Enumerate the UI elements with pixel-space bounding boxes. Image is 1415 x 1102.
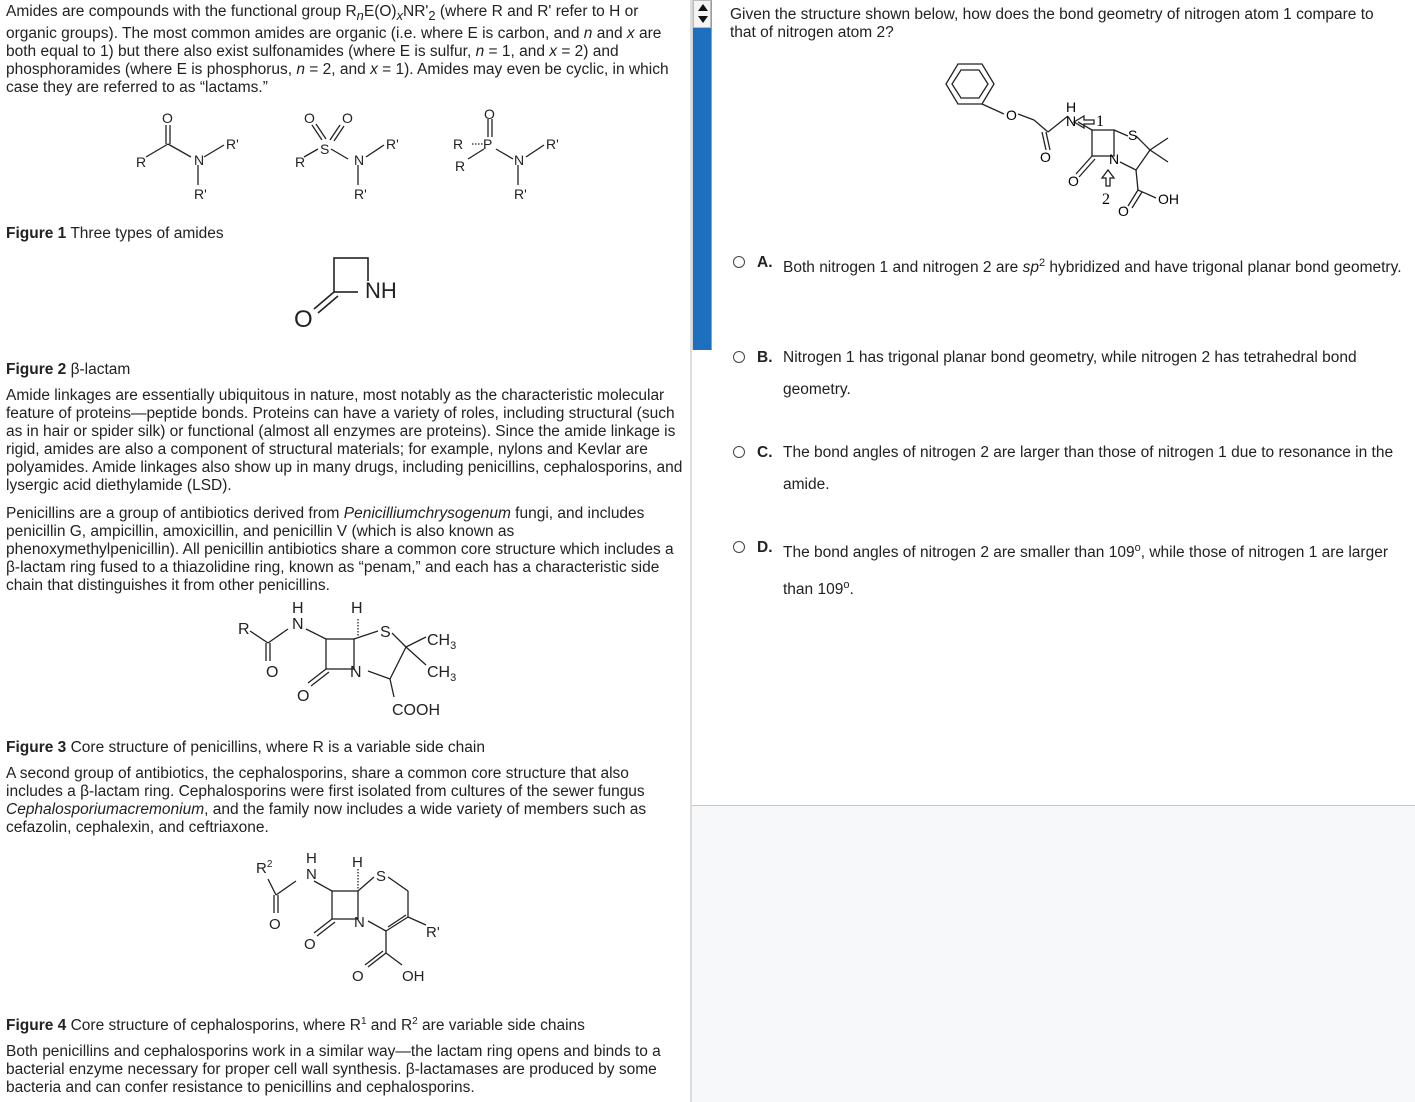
r-label: R	[295, 154, 306, 171]
beta-lactam-image	[6, 251, 686, 361]
hydroxyl-label: OH	[402, 968, 425, 986]
oxygen-label: O	[297, 688, 310, 706]
empty-panel-area	[692, 806, 1415, 1102]
scrollbar-thumb[interactable]	[693, 28, 711, 350]
nitrogen-label: N	[292, 616, 304, 634]
paragraph-mechanism: Both penicillins and cephalosporins work in a similar way—the lactam ring opens and binds to a bacterial enzyme necessary for proper cell wall synthesis. β-lactamases are produced by some bacteria and can confer resistance to penicillins and cephalosporins.	[6, 1043, 661, 1097]
penicillin-core-image	[6, 599, 686, 739]
question-text: Given the structure shown below, how does the bond geometry of nitrogen atom 1 compare to that of nitrogen atom 2?	[730, 6, 1374, 41]
figure-4-cephalosporin-core	[6, 845, 684, 1013]
scroll-arrows[interactable]	[693, 0, 711, 28]
radio-button[interactable]	[733, 446, 745, 458]
sulfur-label: S	[1128, 127, 1138, 143]
nitrogen-label: N	[306, 866, 317, 884]
nitrogen-label: N	[194, 152, 205, 169]
oxygen-label: O	[1068, 173, 1079, 189]
methyl-label: $CH_3$	[427, 632, 457, 653]
figure-3-penicillin-core	[6, 599, 684, 739]
sulfur-label: S	[320, 141, 330, 158]
oxygen-label: O	[304, 110, 315, 127]
nitrogen-label: N	[1066, 113, 1077, 129]
r-label: R	[453, 136, 464, 153]
r-label: R	[455, 158, 466, 175]
hydrogen-label: H	[351, 600, 363, 618]
r-label: R	[136, 154, 147, 171]
option-text: Both nitrogen 1 and nitrogen 2 are $sp^2$ hybridized and have trigonal planar bond geometry.	[783, 257, 1402, 277]
radio-button[interactable]	[733, 541, 745, 553]
nitrogen-label: N	[1109, 151, 1120, 167]
oxygen-label: O	[1040, 149, 1051, 165]
option-text: The bond angles of nitrogen 2 are smaller than 109$^o$, while those of nitrogen 1 are larger than 109$^o$.	[783, 542, 1388, 599]
figure-2-caption: Figure 2 β-lactam	[6, 361, 131, 379]
nitrogen-label: N	[514, 152, 525, 169]
option-text: The bond angles of nitrogen 2 are larger than those of nitrogen 1 due to resonance in the amide.	[783, 444, 1394, 493]
nitrogen-2-marker: 2	[1102, 191, 1110, 208]
cephalosporin-core-image	[6, 845, 686, 1013]
passage-scrollbar[interactable]	[692, 0, 712, 350]
figure-3-caption: Figure 3 Core structure of penicillins, where R is a variable side chain	[6, 739, 485, 757]
answer-options	[733, 250, 1413, 630]
paragraph-cephalosporins: A second group of antibiotics, the cephalosporins, share a common core structure that also includes a β-lactam ring. Cephalosporins were first isolated from cultures of the sewer fungus Cephalosporiumacremonium, and the family now includes a wide variety of members such as cefazolin, cephalexin, and ceftriaxone.	[6, 765, 647, 837]
nh-label: NH	[365, 278, 397, 304]
figure-2-beta-lactam	[6, 251, 684, 361]
nitrogen-label: N	[354, 152, 365, 169]
scroll-down-icon[interactable]	[698, 16, 708, 23]
oxygen-label: O	[266, 664, 279, 682]
cooh-label: COOH	[392, 702, 440, 720]
option-text: Nitrogen 1 has trigonal planar bond geometry, while nitrogen 2 has tetrahedral bond geometry.	[783, 349, 1357, 398]
radio-button[interactable]	[733, 351, 745, 363]
intro-paragraph: Amides are compounds with the functional group $R_nE(O)_xNR'_2$ (where R and R' refer to H or organic groups). The most common amides are organic (i.e. where E is carbon, and n and x are both equal to 1) but there also exist sulfonamides (where E is sulfur, n = 1, and x = 2) and phosphoramides (where E is phosphorus, n = 2, and x = 1). Amides may even be cyclic, in which case they are referred to as “lactams.”	[6, 3, 669, 97]
oxygen-label: O	[294, 306, 313, 334]
nitrogen-label: N	[350, 664, 362, 682]
hydrogen-label: H	[352, 854, 363, 872]
oxygen-label: O	[484, 107, 495, 123]
sulfur-label: S	[380, 624, 391, 642]
figure-1-amides	[6, 107, 684, 225]
phosphorus-label: P	[483, 136, 493, 153]
hydrogen-label: H	[1066, 99, 1077, 115]
r1-label: R'	[426, 924, 440, 942]
r-prime-label: R'	[514, 186, 527, 203]
r-prime-label: R'	[226, 136, 239, 153]
oxygen-label: O	[269, 916, 281, 934]
hydrogen-label: H	[306, 850, 317, 868]
oxygen-label: O	[162, 110, 173, 127]
option-a[interactable]: A. Both nitrogen 1 and nitrogen 2 are $sp^2$ hybridized and have trigonal planar bond geometry.	[733, 250, 1413, 345]
figure-1-caption: Figure 1 Three types of amides	[6, 225, 224, 243]
r-prime-label: R'	[386, 136, 399, 153]
sulfur-label: S	[376, 868, 387, 886]
radio-button[interactable]	[733, 256, 745, 268]
option-b[interactable]: B. Nitrogen 1 has trigonal planar bond geometry, while nitrogen 2 has tetrahedral bond geometry.	[733, 345, 1413, 440]
oxygen-label: O	[342, 110, 353, 127]
paragraph-amide-linkages: Amide linkages are essentially ubiquitous in nature, most notably as the characteristic molecular feature of proteins—peptide bonds. Proteins can have a variety of roles, including structural (such as in hair or spider silk) or functional (almost all enzymes are proteins). Since the amide linkage is rigid, amides are also a component of structural materials; for example, nylons and Kevlar are polyamides. Amide linkages also show up in many drugs, including penicillins, cephalosporins, and lysergic acid diethylamide (LSD).	[6, 387, 683, 495]
oxygen-label: O	[1006, 107, 1017, 123]
figure-4-caption: Figure 4 Core structure of cephalosporins, where $R^1$ and $R^2$ are variable side chains	[6, 1016, 585, 1035]
option-d[interactable]: D. The bond angles of nitrogen 2 are smaller than 109$^o$, while those of nitrogen 1 are larger than 109$^o$.	[733, 535, 1413, 630]
hydrogen-label: H	[292, 600, 304, 618]
scroll-up-icon[interactable]	[698, 4, 708, 11]
r-prime-label: R'	[546, 136, 559, 153]
hydroxyl-label: OH	[1158, 191, 1179, 207]
option-c[interactable]: C. The bond angles of nitrogen 2 are larger than those of nitrogen 1 due to resonance in the amide.	[733, 440, 1413, 535]
question-structure-image	[712, 50, 1392, 250]
r2-label: $R^2$	[256, 859, 273, 878]
paragraph-penicillins: Penicillins are a group of antibiotics derived from Penicilliumchrysogenum fungi, and includes penicillin G, ampicillin, amoxicillin, and penicillin V (which is also known as phenoxymethylpenicillin). All penicillin antibiotics share a common core structure which includes a β-lactam ring fused to a thiazolidine ring, known as “penam,” and each has a characteristic side chain that distinguishes it from other penicillins.	[6, 505, 674, 595]
oxygen-label: O	[1118, 203, 1129, 219]
r-prime-label: R'	[194, 186, 207, 203]
nitrogen-1-marker: 1	[1096, 113, 1104, 130]
r-prime-label: R'	[354, 186, 367, 203]
methyl-label: $CH_3$	[427, 664, 457, 685]
oxygen-label: O	[352, 968, 364, 986]
amide-structures-image	[6, 107, 686, 225]
nitrogen-label: N	[354, 914, 365, 932]
passage-panel	[0, 0, 690, 1102]
oxygen-label: O	[304, 936, 316, 954]
r-label: R	[238, 621, 250, 639]
